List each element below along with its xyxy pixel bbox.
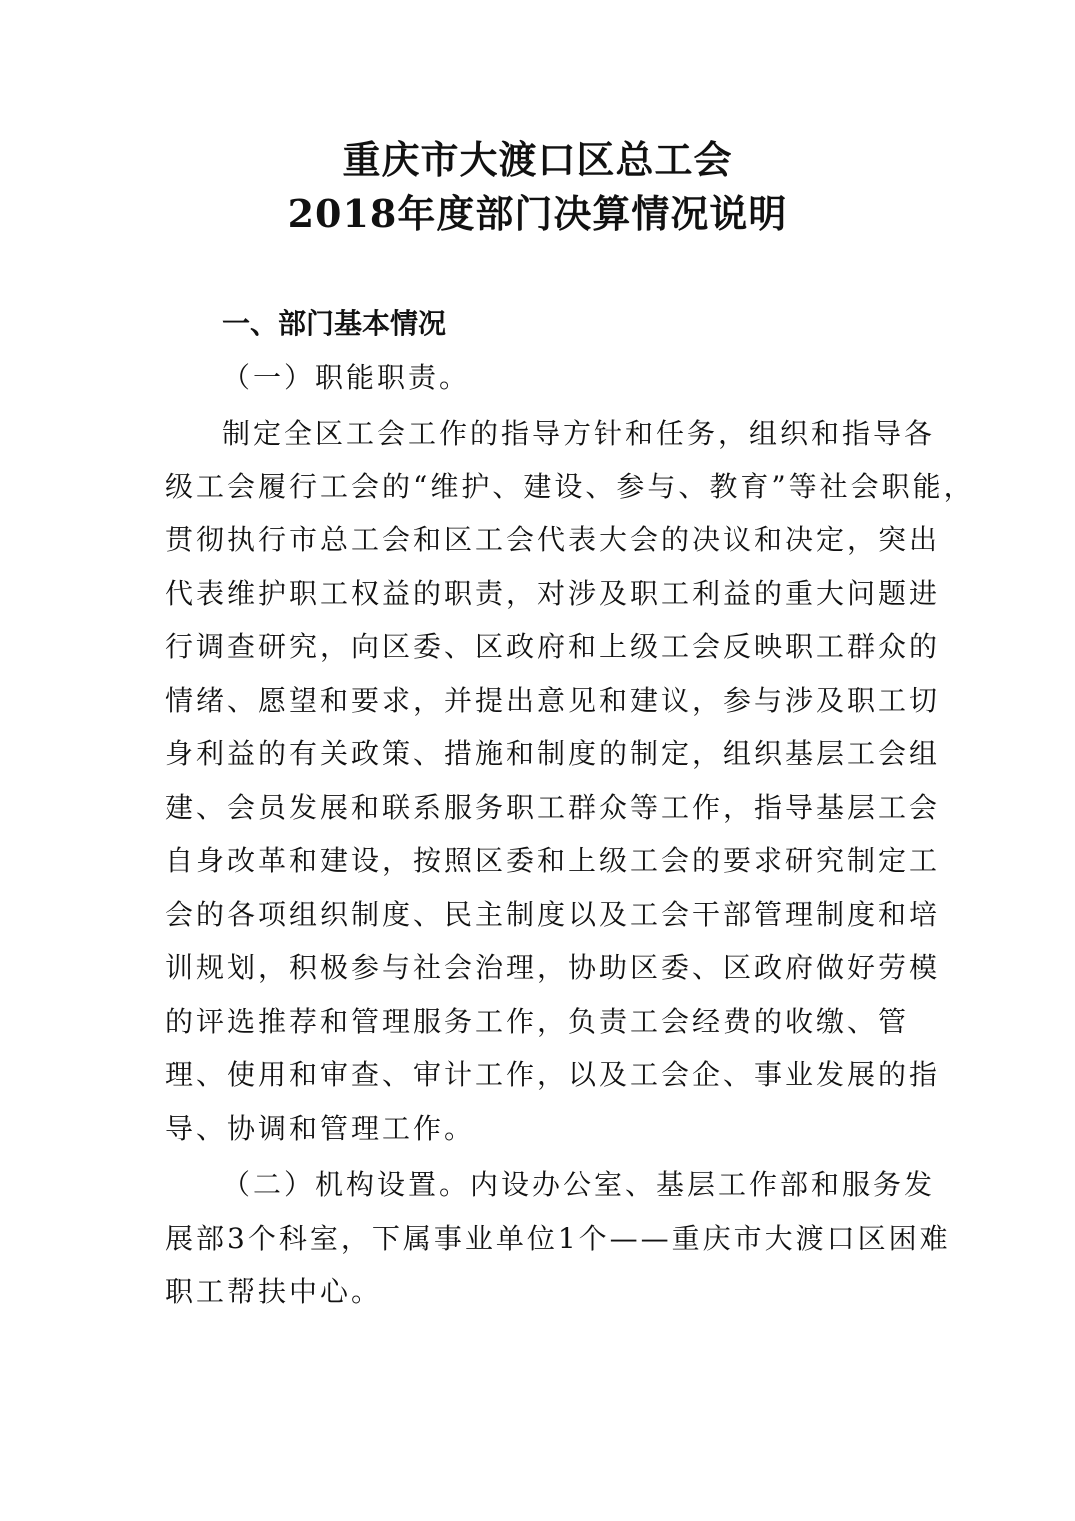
paragraph-line: 训规划，积极参与社会治理，协助区委、区政府做好劳模 [165, 951, 941, 984]
paragraph-line: 展部3个科室，下属事业单位1个——重庆市大渡口区困难 [165, 1222, 951, 1255]
subsection-heading: （一）职能职责。 [222, 361, 471, 394]
paragraph-line: 贯彻执行市总工会和区工会代表大会的决议和决定，突出 [165, 523, 941, 556]
paragraph-line: 理、使用和审查、审计工作，以及工会企、事业发展的指 [165, 1058, 941, 1091]
paragraph-line: 级工会履行工会的“维护、建设、参与、教育”等社会职能， [165, 470, 975, 503]
paragraph-line: 职工帮扶中心。 [165, 1275, 383, 1308]
paragraph-line: 的评选推荐和管理服务工作，负责工会经费的收缴、管 [165, 1005, 910, 1038]
paragraph-line: 会的各项组织制度、民主制度以及工会干部管理制度和培 [165, 898, 941, 931]
paragraph-line: 制定全区工会工作的指导方针和任务，组织和指导各 [222, 417, 936, 450]
paragraph-line: 身利益的有关政策、措施和制度的制定，组织基层工会组 [165, 737, 941, 770]
paragraph-line: 行调查研究，向区委、区政府和上级工会反映职工群众的 [165, 630, 941, 663]
paragraph-line: 情绪、愿望和要求，并提出意见和建议，参与涉及职工切 [165, 684, 941, 717]
paragraph-line: 代表维护职工权益的职责，对涉及职工利益的重大问题进 [165, 577, 941, 610]
paragraph-line: 自身改革和建设，按照区委和上级工会的要求研究制定工 [165, 844, 941, 877]
document-title-line2: 2018年度部门决算情况说明 [287, 191, 788, 236]
document-title-line1: 重庆市大渡口区总工会 [342, 137, 733, 182]
paragraph-line: 建、会员发展和联系服务职工群众等工作，指导基层工会 [165, 791, 941, 824]
section-heading: 一、部门基本情况 [222, 307, 447, 340]
paragraph-line: 导、协调和管理工作。 [165, 1112, 476, 1145]
paragraph-line: （二）机构设置。内设办公室、基层工作部和服务发 [222, 1168, 936, 1201]
